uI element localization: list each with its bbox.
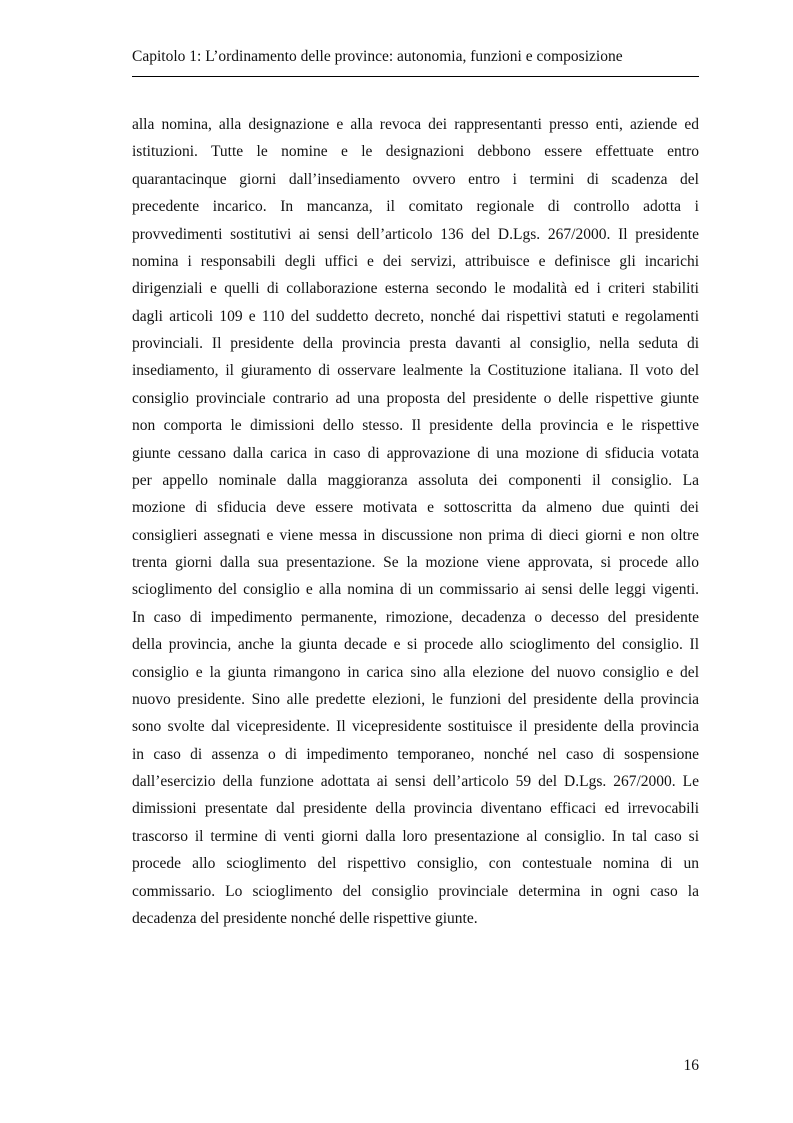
text-line: non comporta le dimissioni dello stesso. Il presidente della provincia e le rispettive — [132, 417, 699, 435]
text-line: provvedimenti sostitutivi ai sensi dell’articolo 136 del D.Lgs. 267/2000. Il presidente — [132, 225, 699, 243]
text-line: provinciali. Il presidente della provincia presta davanti al consiglio, nella seduta di — [132, 335, 699, 352]
text-line: dimissioni presentate dal presidente della provincia diventano efficaci ed irrevocabili — [132, 800, 699, 818]
text-line: consiglio provinciale contrario ad una proposta del presidente o delle rispettive giunte — [132, 389, 699, 407]
page-number: 16 — [683, 1057, 699, 1074]
text-line: precedente incarico. In mancanza, il comitato regionale di controllo adotta i — [132, 198, 699, 216]
text-line: alla nomina, alla designazione e alla revoca dei rappresentanti presso enti, aziende ed — [132, 116, 699, 133]
body-paragraph — [132, 111, 699, 932]
text-line: sono svolte dal vicepresidente. Il vicepresidente sostituisce il presidente della provincia — [132, 718, 699, 736]
text-line: decadenza del presidente nonché delle rispettive giunte. — [132, 909, 478, 927]
text-line: trascorso il termine di venti giorni dalla loro presentazione al consiglio. In tal caso si — [132, 827, 699, 845]
text-line: per appello nominale dalla maggioranza assoluta dei componenti il consiglio. La — [132, 471, 699, 489]
text-line: in caso di assenza o di impedimento temporaneo, nonché nel caso di sospensione — [132, 745, 699, 763]
running-header: Capitolo 1: L’ordinamento delle province: autonomia, funzioni e composizione — [132, 48, 623, 65]
text-line: dall’esercizio della funzione adottata ai sensi dell’articolo 59 del D.Lgs. 267/2000. Le — [132, 773, 699, 790]
text-line: consiglieri assegnati e viene messa in discussione non prima di dieci giorni e non oltre — [132, 526, 699, 544]
text-line: trenta giorni dalla sua presentazione. Se la mozione viene approvata, si procede allo — [132, 554, 699, 571]
text-line: nuovo presidente. Sino alle predette elezioni, le funzioni del presidente della provincia — [132, 690, 699, 708]
text-line: commissario. Lo scioglimento del consiglio provinciale determina in ogni caso la — [132, 882, 699, 900]
text-line: istituzioni. Tutte le nomine e le designazioni debbono essere effettuate entro — [132, 143, 699, 161]
text-line: scioglimento del consiglio e alla nomina di un commissario ai sensi delle leggi vigenti. — [132, 581, 699, 599]
text-line: mozione di sfiducia deve essere motivata e sottoscritta da almeno due quinti dei — [132, 499, 699, 517]
text-line: quarantacinque giorni dall’insediamento ovvero entro i termini di scadenza del — [132, 170, 699, 188]
text-line: giunte cessano dalla carica in caso di approvazione di una mozione di sfiducia votata — [132, 444, 699, 462]
header-rule — [132, 76, 699, 77]
text-line: consiglio e la giunta rimangono in carica sino alla elezione del nuovo consiglio e del — [132, 663, 699, 681]
text-line: nomina i responsabili degli uffici e dei servizi, attribuisce e definisce gli incarichi — [132, 252, 699, 270]
text-line: dagli articoli 109 e 110 del suddetto decreto, nonché dai rispettivi statuti e regolamenti — [132, 307, 699, 325]
text-line: In caso di impedimento permanente, rimozione, decadenza o decesso del presidente — [132, 608, 699, 626]
text-line: insediamento, il giuramento di osservare lealmente la Costituzione italiana. Il voto del — [132, 362, 699, 380]
text-line: procede allo scioglimento del rispettivo consiglio, con contestuale nomina di un — [132, 855, 699, 873]
text-line: della provincia, anche la giunta decade e si procede allo scioglimento del consiglio. Il — [132, 636, 699, 654]
text-line: dirigenziali e quelli di collaborazione esterna secondo le modalità ed i criteri stabiliti — [132, 280, 699, 298]
